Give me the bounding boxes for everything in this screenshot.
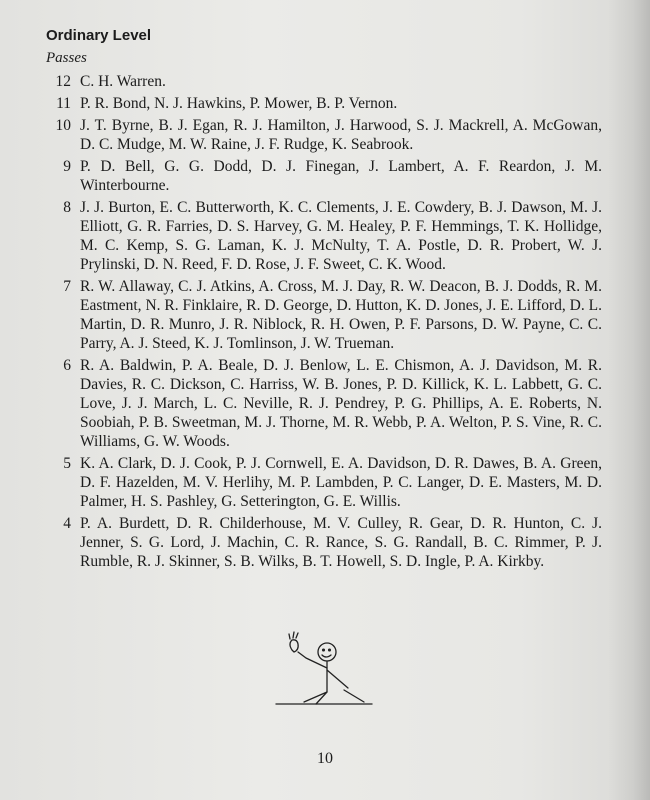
pass-names: P. A. Burdett, D. R. Childerhouse, M. V. Culley, R. Gear, D. R. Hunton, C. J. Jenner, S. G. Lord, J. Machin, C. R. Rance, S. G. Randall, B. C. Rimmer, P. J. Rumble, R. J. Skinner, S. B. Wilks, B. T. Howell, S. D. Ingle, P. A. Kirkby. <box>80 515 602 570</box>
section-subheading: Passes <box>46 50 87 66</box>
pass-group <box>46 116 606 154</box>
pass-count: 11 <box>56 95 71 112</box>
pass-group <box>46 157 606 195</box>
pass-names: R. A. Baldwin, P. A. Beale, D. J. Benlow, L. E. Chismon, A. J. Davidson, M. R. Davies, R. C. Dickson, C. Harriss, W. B. Jones, P. D. Killick, K. L. Labbett, G. C. Love, J. J. March, L. C. Neville, R. J. Pendrey, P. G. Phillips, A. E. Roberts, N. Soobiah, P. B. Sweetman, M. J. Thorne, M. R. Webb, P. A. Welton, P. S. Vine, R. C. Williams, G. W. Woods. <box>80 357 602 450</box>
lower-arm <box>327 670 348 688</box>
results-section <box>46 26 606 574</box>
pass-count: 6 <box>63 357 71 374</box>
pass-names: P. D. Bell, G. G. Dodd, D. J. Finegan, J. Lambert, A. F. Reardon, J. M. Winterbourne. <box>80 158 602 194</box>
left-eye <box>323 649 325 651</box>
pass-group <box>46 198 606 274</box>
page-number: 10 <box>317 750 333 767</box>
legs <box>304 692 327 704</box>
pass-count: 4 <box>63 515 71 532</box>
pass-group <box>46 514 606 571</box>
pass-group <box>46 454 606 511</box>
hand-scribble <box>289 632 298 639</box>
pass-names: K. A. Clark, D. J. Cook, P. J. Cornwell, E. A. Davidson, D. R. Dawes, B. A. Green, D. F. Hazelden, M. V. Herlihy, M. P. Lambden, P. C. Langer, D. E. Masters, M. D. Palmer, H. S. Pashley, G. Setterington, G. E. Willis. <box>80 455 602 510</box>
pass-group <box>46 356 606 451</box>
pass-names: P. R. Bond, N. J. Hawkins, P. Mower, B. P. Vernon. <box>80 95 398 112</box>
raised-hand <box>290 640 298 652</box>
pass-count: 7 <box>63 278 71 295</box>
binding-shadow <box>608 0 650 800</box>
smile <box>322 655 331 657</box>
pass-count: 5 <box>63 455 71 472</box>
pass-group <box>46 94 606 113</box>
pass-count: 9 <box>63 158 71 175</box>
pass-names: C. H. Warren. <box>80 73 166 90</box>
pass-names: J. T. Byrne, B. J. Egan, R. J. Hamilton, J. Harwood, S. J. Mackrell, A. McGowan, D. C. Mudge, M. W. Raine, J. F. Rudge, K. Seabrook. <box>80 117 602 153</box>
pass-group <box>46 72 606 91</box>
stick-figure-illustration <box>268 630 378 710</box>
right-eye <box>329 649 331 651</box>
pass-count: 12 <box>55 73 71 90</box>
desk-line <box>344 690 364 702</box>
pass-names: J. J. Burton, E. C. Butterworth, K. C. Clements, J. E. Cowdery, B. J. Dawson, M. J. Elliott, G. R. Farries, D. S. Harvey, G. M. Healey, P. F. Hemmings, T. K. Hollidge, M. C. Kemp, S. G. Laman, K. J. McNulty, T. A. Postle, D. R. Probert, W. J. Prylinski, D. N. Reed, F. D. Rose, J. F. Sweet, C. K. Wood. <box>80 199 602 273</box>
pass-count: 8 <box>63 199 71 216</box>
pass-group <box>46 277 606 353</box>
pass-count: 10 <box>55 117 71 134</box>
section-heading: Ordinary Level <box>46 27 152 44</box>
pass-names: R. W. Allaway, C. J. Atkins, A. Cross, M. J. Day, R. W. Deacon, B. J. Dodds, R. M. Eastment, N. R. Finklaire, R. D. George, D. Hutton, K. D. Jones, J. E. Lifford, D. L. Martin, D. R. Munro, J. R. Niblock, R. H. Owen, P. F. Parsons, D. W. Payne, C. C. Parry, A. J. Steed, K. J. Tomlinson, J. W. Trueman. <box>80 278 602 352</box>
head <box>318 643 336 661</box>
